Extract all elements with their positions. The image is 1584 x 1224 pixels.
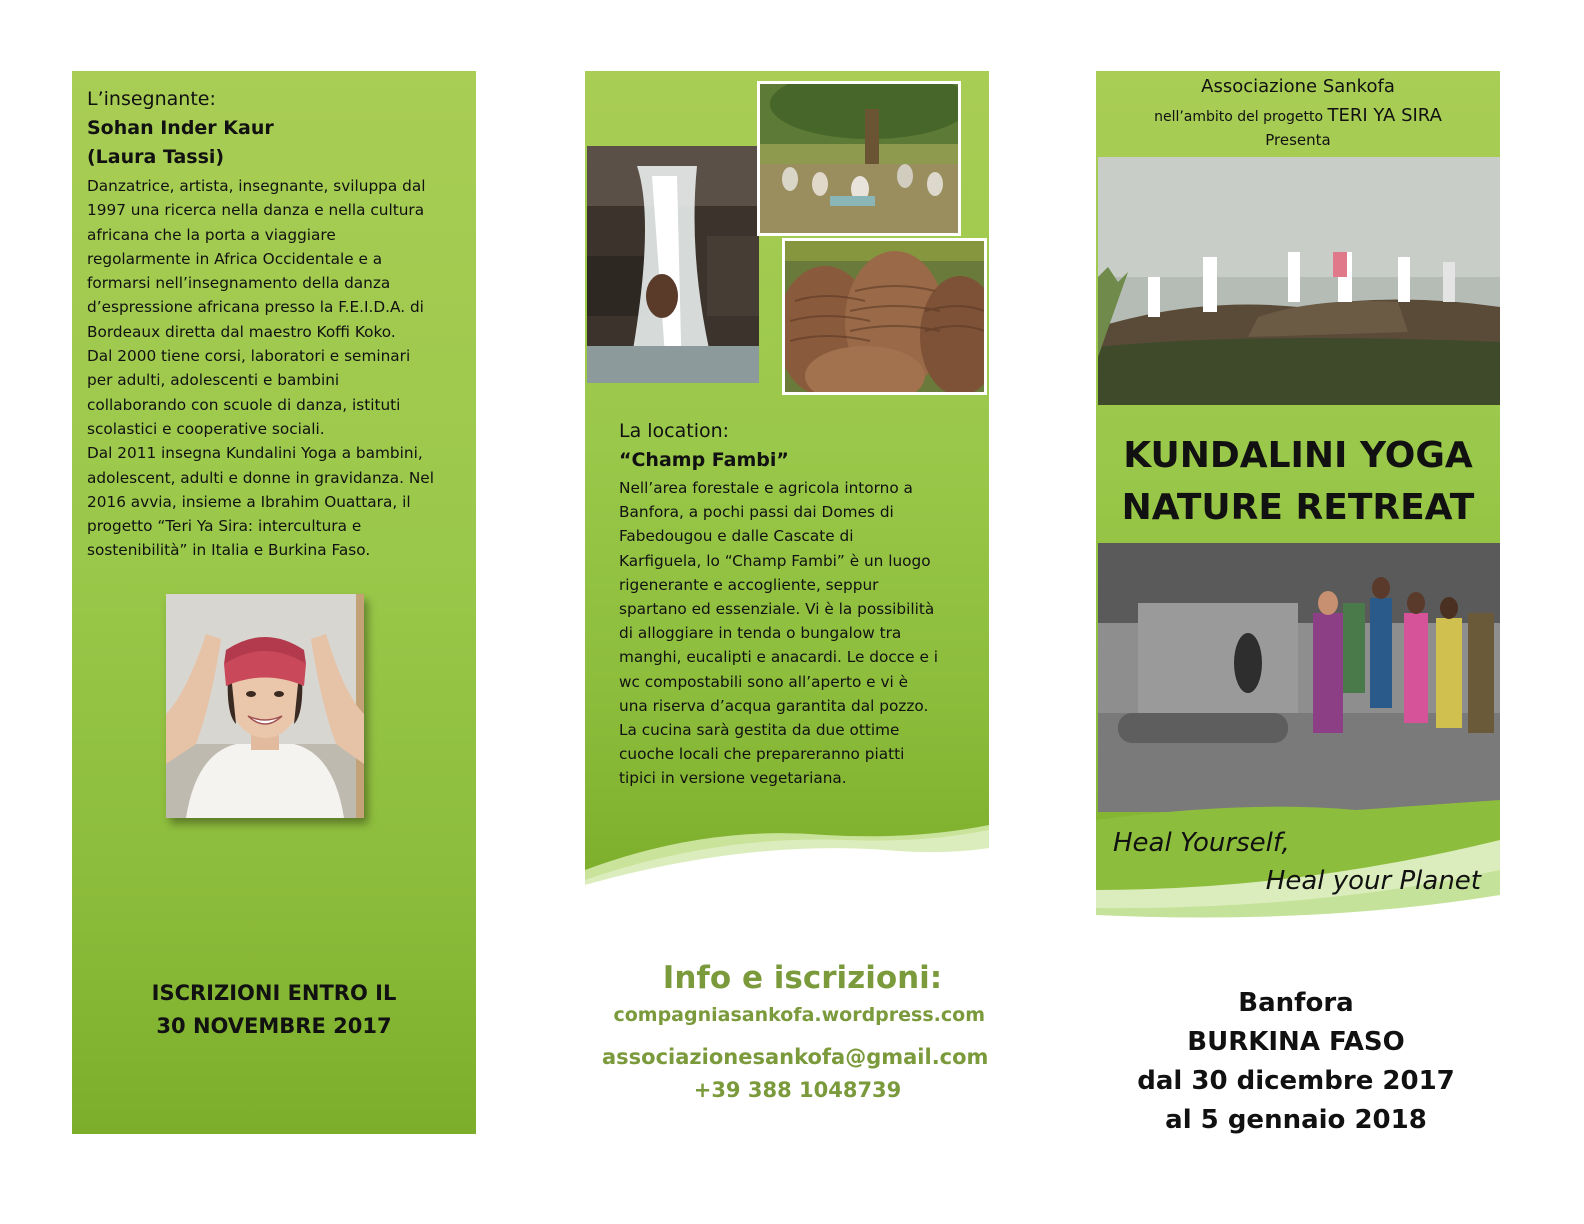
bio-line: 1997 una ricerca nella danza e nella cultura [87,201,425,220]
bio-line: scolastici e cooperative sociali. [87,419,325,438]
teacher-photo [166,594,364,818]
location-name: “Champ Fambi” [619,449,789,471]
desc-line: spartano ed essenziale. Vi è la possibilità [619,600,935,619]
meditation-photo [757,81,961,236]
bio-line: sostenibilità” in Italia e Burkina Faso. [87,541,371,560]
event-location-dates [1096,984,1496,1140]
project-name: TERI YA SIRA [1327,105,1442,126]
title-line: KUNDALINI YOGA [1123,435,1473,476]
bio-line: africana che la porta a viaggiare [87,225,336,244]
location-description [619,476,979,791]
bio-line: regolarmente in Africa Occidentale e a [87,249,383,268]
desc-line: tipici in versione vegetariana. [619,769,847,788]
desc-line: wc compostabili sono all’aperto e vi è [619,672,909,691]
event-title [1096,430,1500,534]
date-to: al 5 gennaio 2018 [1165,1105,1427,1135]
desc-line: una riserva d’acqua garantita dal pozzo. [619,696,929,715]
location-city: Banfora [1238,988,1354,1018]
bio-line: 2016 avvia, insieme a Ibrahim Ouattara, il [87,492,411,511]
bio-line: formarsi nell’insegnamento della danza [87,274,391,293]
project-prefix: nell’ambito del progetto [1154,109,1324,125]
date-from: dal 30 dicembre 2017 [1137,1066,1455,1096]
teacher-name: Sohan Inder Kaur [87,117,274,139]
decorative-wave [585,810,989,900]
location-country: BURKINA FASO [1187,1027,1405,1057]
presents-label: Presenta [1265,131,1331,149]
desc-line: cuoche locali che prepareranno piatti [619,745,905,764]
email-link[interactable]: associazionesankofa@gmail.com [602,1045,989,1069]
project-line [1096,105,1500,126]
teacher-real-name: (Laura Tassi) [87,146,225,168]
desc-line: Karfiguela, lo “Champ Fambi” è un luogo [619,551,931,570]
bio-line: progetto “Teri Ya Sira: intercultura e [87,517,362,536]
desc-line: La cucina sarà gestita da due ottime [619,721,900,740]
desc-line: di alloggiare in tenda o bungalow tra [619,624,902,643]
teacher-label: L’insegnante: [87,88,216,110]
teacher-bio [87,174,463,563]
deadline-line: ISCRIZIONI ENTRO IL [151,981,397,1005]
bio-line: adolescent, adulti e donne in gravidanza. Nel [87,468,434,487]
deadline-date: 30 NOVEMBRE 2017 [156,1014,392,1038]
domes-photo [782,238,987,395]
desc-line: manghi, eucalipti e anacardi. Le docce e i [619,648,938,667]
bio-line: Bordeaux diretta dal maestro Koffi Koko. [87,322,396,341]
waterfall-photo [587,146,759,383]
title-line: NATURE RETREAT [1121,487,1475,528]
decorative-wave [1096,800,1500,930]
website-link[interactable]: compagniasankofa.wordpress.com [613,1004,985,1026]
desc-line: Fabedougou e dalle Cascate di [619,527,854,546]
bio-line: d’espressione africana presso la F.E.I.D.A. di [87,298,424,317]
rocks-yoga-photo [1098,157,1500,405]
location-label: La location: [619,420,730,442]
bio-line: Dal 2011 insegna Kundalini Yoga a bambini, [87,444,423,463]
desc-line: Nell’area forestale e agricola intorno a [619,479,913,497]
desc-line: rigenerante e accogliente, seppur [619,575,879,594]
info-title: Info e iscrizioni: [662,960,943,996]
phone-number[interactable]: +39 388 1048739 [693,1078,902,1102]
association-name: Associazione Sankofa [1201,76,1395,97]
bio-line: collaborando con scuole di danza, istituti [87,395,401,414]
desc-line: Banfora, a pochi passi dai Domes di [619,503,894,522]
bio-line: Dal 2000 tiene corsi, laboratori e seminari [87,347,411,366]
slogan-line1: Heal Yourself, [1113,828,1290,858]
bio-line: per adulti, adolescenti e bambini [87,371,340,390]
registration-deadline [72,977,476,1043]
group-photo [1098,543,1500,812]
slogan-line2: Heal your Planet [1265,866,1481,896]
bio-line: Danzatrice, artista, insegnante, sviluppa dal [87,177,426,195]
